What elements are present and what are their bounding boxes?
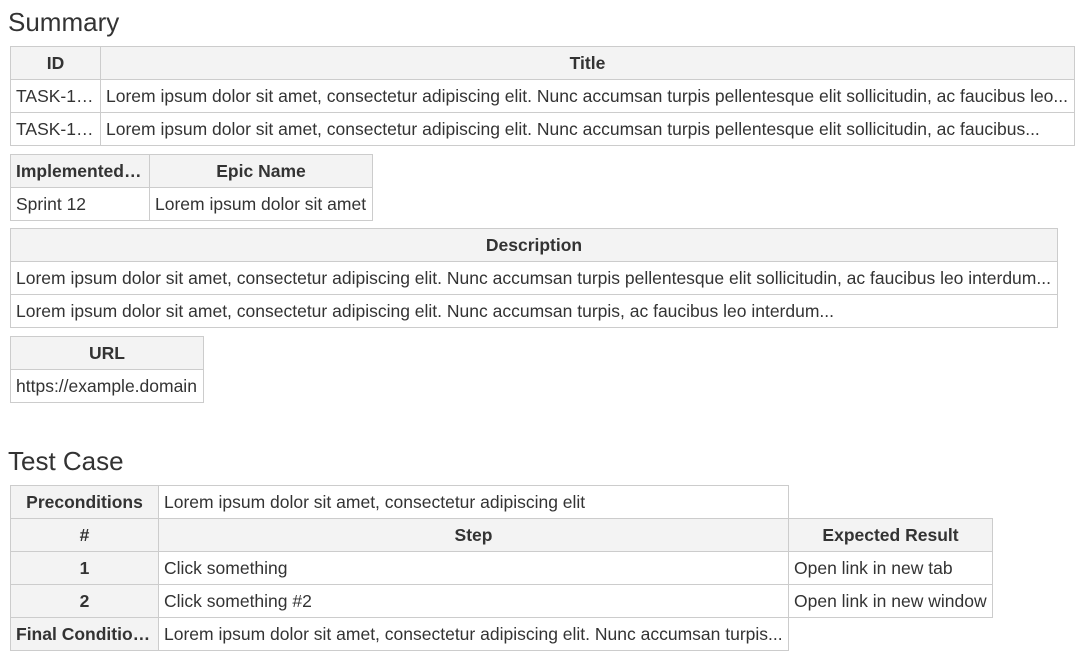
description-header: Description — [11, 229, 1058, 262]
table-row — [11, 552, 993, 585]
implemented-in-header: Implemented in — [11, 155, 150, 188]
task-title: Lorem ipsum dolor sit amet, consectetur adipiscing elit. Nunc accumsan turpis pellentesque elit sollicitudin, ac faucibus... — [101, 113, 1075, 146]
step-header: Step — [159, 519, 789, 552]
preconditions-value: Lorem ipsum dolor sit amet, consectetur adipiscing elit — [159, 486, 789, 519]
table-row — [11, 370, 204, 403]
step-number: 2 — [11, 585, 159, 618]
description-text: Lorem ipsum dolor sit amet, consectetur adipiscing elit. Nunc accumsan turpis, ac faucibus leo interdum... — [11, 295, 1058, 328]
description-header-row — [11, 229, 1058, 262]
tasks-header-row — [11, 47, 1075, 80]
url-header-row — [11, 337, 204, 370]
table-row — [11, 80, 1075, 113]
sprint-value: Sprint 12 — [11, 188, 150, 221]
url-value: https://example.domain — [11, 370, 204, 403]
final-conditions-row — [11, 618, 993, 651]
description-table — [10, 228, 1058, 328]
test-case-heading: Test Case — [8, 446, 124, 476]
preconditions-label: Preconditions — [11, 486, 159, 519]
epic-name-value: Lorem ipsum dolor sit amet — [150, 188, 373, 221]
final-conditions-value: Lorem ipsum dolor sit amet, consectetur adipiscing elit. Nunc accumsan turpis... — [159, 618, 789, 651]
empty-cell — [789, 486, 993, 519]
sprint-table — [10, 154, 373, 221]
epic-name-header: Epic Name — [150, 155, 373, 188]
task-title: Lorem ipsum dolor sit amet, consectetur adipiscing elit. Nunc accumsan turpis pellentesque elit sollicitudin, ac faucibus leo... — [101, 80, 1075, 113]
test-case-table — [10, 485, 993, 651]
step-number: 1 — [11, 552, 159, 585]
expected-result-header: Expected Result — [789, 519, 993, 552]
expected-result: Open link in new tab — [789, 552, 993, 585]
step-text: Click something #2 — [159, 585, 789, 618]
preconditions-row — [11, 486, 993, 519]
url-table — [10, 336, 204, 403]
sprint-header-row — [11, 155, 373, 188]
expected-result: Open link in new window — [789, 585, 993, 618]
table-row — [11, 262, 1058, 295]
table-row — [11, 585, 993, 618]
table-row — [11, 188, 373, 221]
final-conditions-label: Final Conditions — [11, 618, 159, 651]
task-id: TASK-134 — [11, 113, 101, 146]
tasks-table — [10, 46, 1075, 146]
task-id: TASK-123 — [11, 80, 101, 113]
steps-header-row — [11, 519, 993, 552]
summary-heading: Summary — [8, 7, 120, 37]
step-number-header: # — [11, 519, 159, 552]
description-text: Lorem ipsum dolor sit amet, consectetur adipiscing elit. Nunc accumsan turpis pellentesque elit sollicitudin, ac faucibus leo interdum... — [11, 262, 1058, 295]
url-header: URL — [11, 337, 204, 370]
step-text: Click something — [159, 552, 789, 585]
table-row — [11, 113, 1075, 146]
table-row — [11, 295, 1058, 328]
empty-cell — [789, 618, 993, 651]
title-column-header: Title — [101, 47, 1075, 80]
id-column-header: ID — [11, 47, 101, 80]
